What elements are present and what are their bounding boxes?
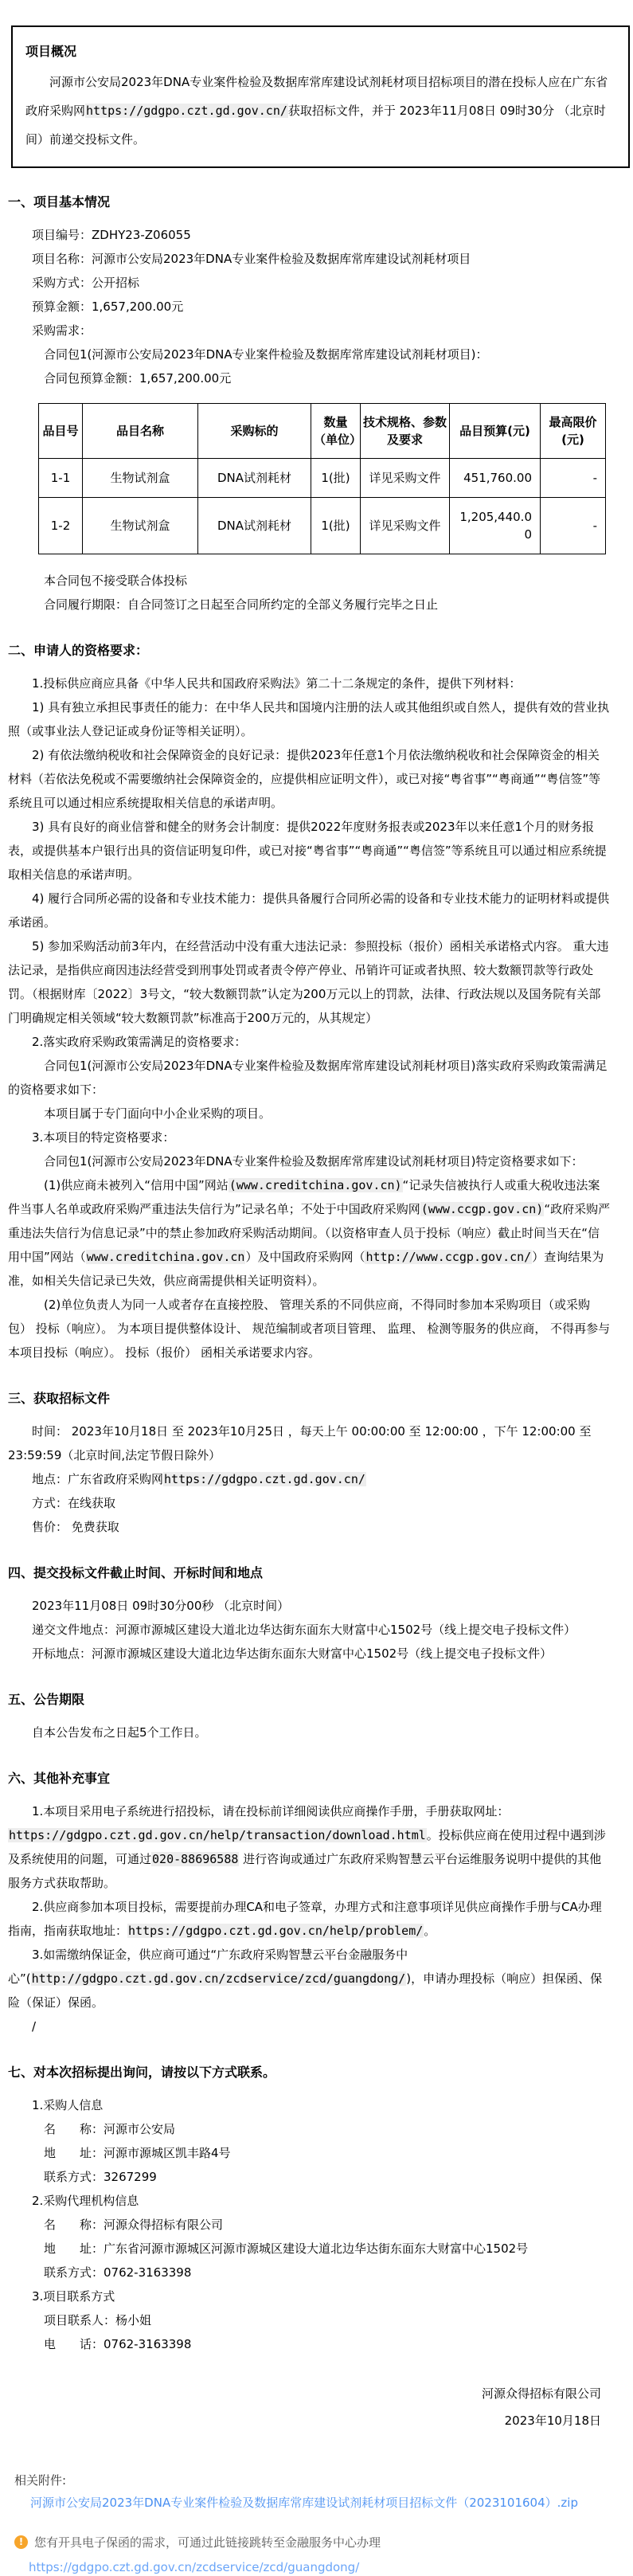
url-text: https://gdgpo.czt.gd.gov.cn/help/transaction/download.html	[9, 1828, 426, 1842]
purchaser-address: 地 址：河源市源城区凯丰路4号	[44, 2146, 231, 2160]
cell-specs: 详见采购文件	[361, 459, 450, 498]
contract-period: 合同履行期限：自合同签订之日起至合同所约定的全部义务履行完毕之日止	[44, 597, 439, 612]
paragraph: 2) 有依法缴纳税收和社会保障资金的良好记录：提供2023年任意1个月依法缴纳税收和社会保障资金的相关材料（若依法免税或不需要缴纳社会保障资金的，应提供相应证明文件），或已对接“粤省事”“粤商通”“粤信签”等系统且可以通过相应系统提取相关信息的承诺声明。	[8, 748, 601, 810]
announcement-document	[0, 25, 633, 2576]
cell-item-budget: 1,205,440.00	[450, 498, 541, 554]
attachment-file-link[interactable]: 河源市公安局2023年DNA专业案件检验及数据库常库建设试剂耗材项目招标文件（2023101604）.zip	[30, 2496, 578, 2510]
url-text: http://www.ccgp.gov.cn/	[365, 1250, 532, 1264]
financial-service-link[interactable]: https://gdgpo.czt.gd.gov.cn/zcdservice/zcd/guangdong/	[29, 2560, 360, 2574]
field-procurement-method: 采购方式：公开招标	[32, 276, 140, 290]
purchaser-name: 名 称：河源市公安局	[44, 2122, 176, 2136]
agency-address: 地 址：广东省河源市源城区河源市源城区建设大道北边华达街东面东大财富中心1502号	[44, 2241, 529, 2256]
text-segment: 2.供应商参加本项目投标，需要提前办理CA和电子签章，办理方式和注意事项详见供应商操作手册与CA办理指南，指南获取地址：	[8, 1900, 602, 1938]
col-max-price: 最高限价(元)	[541, 404, 606, 459]
paragraph: 1.投标供应商应具备《中华人民共和国政府采购法》第二十二条规定的条件，提供下列材料：	[32, 676, 522, 691]
section-heading-supplementary: 六、其他补充事宜	[8, 1771, 111, 1786]
cell-item-no: 1-1	[39, 459, 83, 498]
url-text: https://gdgpo.czt.gd.gov.cn/help/problem/	[128, 1924, 424, 1938]
paragraph: 3.本项目的特定资格要求：	[32, 1130, 175, 1145]
agency-contact: 联系方式：0762-3163398	[44, 2265, 192, 2280]
text-segment: 3.如需缴纳保证金，供应商可通过“广东政府采购智慧云平台金融服务中心”(	[8, 1948, 408, 1986]
field-project-name: 项目名称：河源市公安局2023年DNA专业案件检验及数据库常库建设试剂耗材项目	[32, 252, 471, 266]
paragraph: (2)单位负责人为同一人或者存在直接控股、 管理关系的不同供应商，不得同时参加本采购项目（或采购包） 投标（响应）。 为本项目提供整体设计、 规范编制或者项目管理、 监理、 检测等服务的供应商， 不得再参与本项目投标（响应）。 投标（报价） 函相关承诺要求内容。	[8, 1298, 611, 1360]
text-segment: ）查询结果为准，如相关失信记录已失效，供应商需提供相关证明资料）。	[8, 1250, 604, 1288]
table-row	[39, 459, 606, 498]
paragraph	[8, 1943, 611, 2014]
paragraph: 合同包1(河源市公安局2023年DNA专业案件检验及数据库常库建设试剂耗材项目)落实政府采购政策需满足的资格要求如下：	[8, 1059, 608, 1097]
section-heading-basic-info: 一、项目基本情况	[8, 194, 111, 209]
cell-max-price: -	[541, 459, 606, 498]
url-text: 020-88696588	[152, 1852, 239, 1866]
procurement-items-table	[38, 403, 606, 554]
purchaser-info-title: 1.采购人信息	[32, 2098, 104, 2112]
cell-specs: 详见采购文件	[361, 498, 450, 554]
text-segment: 。投标供应商在使用过程中遇到涉及系统使用的问题，可通过	[8, 1828, 606, 1866]
col-item-name: 品目名称	[83, 404, 198, 459]
col-specs: 技术规格、参数及要求	[361, 404, 450, 459]
overview-paragraph	[25, 68, 615, 154]
cell-item-name: 生物试剂盒	[83, 459, 198, 498]
section-heading-qualifications: 二、申请人的资格要求：	[8, 643, 149, 658]
section-heading-announcement-period: 五、公告期限	[8, 1692, 85, 1707]
submit-place: 递交文件地点：河源市源城区建设大道北边华达街东面东大财富中心1502号（线上提交电子投标文件）	[32, 1623, 576, 1637]
url-text: www.creditchina.gov.cn	[86, 1250, 245, 1264]
text-segment: ）及中国政府采购网（	[245, 1250, 365, 1264]
section-heading-obtain-documents: 三、获取招标文件	[8, 1391, 111, 1406]
text-segment: )，申请办理投标（响应）担保函、保险（保证）保函。	[8, 1971, 603, 2010]
paragraph: 合同包1(河源市公安局2023年DNA专业案件检验及数据库常库建设试剂耗材项目)特定资格要求如下：	[44, 1154, 584, 1169]
guarantee-notice	[8, 2533, 611, 2576]
notice-text: 您有开具电子保函的需求，可通过此链接跳转至金融服务中心办理	[34, 2535, 381, 2550]
paragraph: 1) 具有独立承担民事责任的能力：在中华人民共和国境内注册的法人或其他组织或自然人，提供有效的营业执照（或事业法人登记证或身份证等相关证明）。	[8, 700, 610, 738]
url-text: (www.creditchina.gov.cn)	[229, 1178, 402, 1192]
col-item-no: 品目号	[39, 404, 83, 459]
section-heading-deadline: 四、提交投标文件截止时间、开标时间和地点	[8, 1565, 264, 1580]
signature-date: 2023年10月18日	[504, 2414, 601, 2428]
field-project-number: 项目编号：ZDHY23-Z06055	[32, 228, 191, 242]
paragraph: 3) 具有良好的商业信誉和健全的财务会计制度：提供2022年度财务报表或2023年以来任意1个月的财务报表，或提供基本户银行出具的资信证明复印件，或已对接“粤省事”“粤商通”“粤信签”等系统且可以通过相应系统提取相关信息的承诺声明。	[8, 820, 607, 882]
package-note: 本合同包不接受联合体投标	[44, 574, 188, 588]
col-quantity: 数量（单位）	[311, 404, 361, 459]
url-text: https://gdgpo.czt.gd.gov.cn/	[86, 104, 287, 118]
attachments-label: 相关附件:	[14, 2473, 67, 2488]
signature-company: 河源众得招标有限公司	[481, 2386, 601, 2401]
project-contact-phone: 电 话：0762-3163398	[44, 2337, 192, 2351]
paragraph: /	[32, 2019, 37, 2034]
text-segment: 。	[424, 1924, 436, 1938]
text-segment: 河源市公安局2023年DNA专业案件检验及数据库常库建设试剂耗材项目招标项目的潜在投标人应在广东省政府采购网	[25, 75, 608, 118]
url-text: http://gdgpo.czt.gd.gov.cn/zcdservice/zcd/guangdong/	[31, 1971, 406, 1986]
paragraph: 5) 参加采购活动前3年内，在经营活动中没有重大违法记录：参照投标（报价）函相关承诺格式内容。 重大违法记录，是指供应商因违法经营受到刑事处罚或者责令停产停业、吊销许可证或者执照、较大数额罚款等行政处罚。（根据财库〔2022〕3号文，“较大数额罚款”认定为200万元以上的罚款，法律、行政法规以及国务院有关部门明确规定相关领域“较大数额罚款”标准高于200万元的，从其规定）	[8, 939, 609, 1025]
text-segment: (1)供应商未被列入“信用中国”网站	[44, 1178, 229, 1192]
paragraph: 2.落实政府采购政策需满足的资格要求：	[32, 1035, 247, 1049]
attachments-section	[8, 2471, 611, 2512]
announcement-period: 自本公告发布之日起5个工作日。	[32, 1725, 207, 1740]
paragraph	[8, 1895, 611, 1943]
package-line: 合同包1(河源市公安局2023年DNA专业案件检验及数据库常库建设试剂耗材项目)：	[44, 347, 488, 362]
cell-item-budget: 451,760.00	[450, 459, 541, 498]
text-segment: 地点：广东省政府采购网	[32, 1472, 164, 1486]
text-segment: “政府采购严重违法失信行为信息记录”中的禁止参加政府采购活动期间。（以资格审查人员于投标（响应）截止时间当天在“信用中国”网站（	[8, 1202, 611, 1264]
text-segment: 进行咨询或通过广东政府采购智慧云平台运维服务说明中提供的其他服务方式获取帮助。	[8, 1852, 602, 1890]
cell-quantity: 1(批)	[311, 498, 361, 554]
obtain-place	[8, 1467, 611, 1491]
paragraph: 4) 履行合同所必需的设备和专业技术能力：提供具备履行合同所必需的设备和专业技术能力的证明材料或提供承诺函。	[8, 891, 610, 930]
cell-item-name: 生物试剂盒	[83, 498, 198, 554]
warning-icon: !	[14, 2535, 28, 2549]
text-segment: 1.本项目采用电子系统进行招投标，请在投标前详细阅读供应商操作手册，手册获取网址：	[32, 1804, 510, 1818]
cell-item-no: 1-2	[39, 498, 83, 554]
obtain-time: 时间： 2023年10月18日 至 2023年10月25日 ，每天上午 00:00:00 至 12:00:00 ，下午 12:00:00 至 23:59:59（北京时间,法定节假日除外）	[8, 1424, 592, 1462]
paragraph	[8, 1799, 611, 1895]
section-heading-contact: 七、对本次招标提出询问，请按以下方式联系。	[8, 2065, 276, 2080]
project-overview-box	[11, 25, 630, 168]
cell-subject: DNA试剂耗材	[198, 498, 311, 554]
col-item-budget: 品目预算(元)	[450, 404, 541, 459]
overview-title: 项目概况	[25, 44, 77, 59]
agency-info-title: 2.采购代理机构信息	[32, 2194, 139, 2208]
deadline-datetime: 2023年11月08日 09时30分00秒 （北京时间）	[32, 1599, 290, 1613]
text-segment: “记录失信被执行人或重大税收违法案件当事人名单或政府采购严重违法失信行为”记录名单；不处于中国政府采购网	[8, 1178, 600, 1216]
obtain-method: 方式：在线获取	[32, 1496, 116, 1510]
col-subject: 采购标的	[198, 404, 311, 459]
signature-block	[8, 2380, 611, 2434]
open-place: 开标地点：河源市源城区建设大道北边华达街东面东大财富中心1502号（线上提交电子投标文件）	[32, 1646, 553, 1661]
purchaser-contact: 联系方式：3267299	[44, 2170, 157, 2184]
table-row	[39, 498, 606, 554]
project-contact-title: 3.项目联系方式	[32, 2289, 115, 2304]
cell-quantity: 1(批)	[311, 459, 361, 498]
obtain-price: 售价： 免费获取	[32, 1520, 119, 1534]
cell-max-price: -	[541, 498, 606, 554]
field-requirements-label: 采购需求：	[32, 323, 92, 338]
text-segment: 获取招标文件，并于 2023年11月08日 09时30分 （北京时间）前递交投标文件。	[25, 104, 606, 147]
package-budget: 合同包预算金额：1,657,200.00元	[44, 371, 232, 386]
url-text: (www.ccgp.gov.cn)	[420, 1202, 544, 1216]
table-header-row	[39, 404, 606, 459]
paragraph: 本项目属于专门面向中小企业采购的项目。	[44, 1106, 272, 1121]
field-budget: 预算金额：1,657,200.00元	[32, 299, 184, 314]
cell-subject: DNA试剂耗材	[198, 459, 311, 498]
url-text: https://gdgpo.czt.gd.gov.cn/	[164, 1472, 365, 1486]
project-contact-person: 项目联系人：杨小姐	[44, 2313, 152, 2327]
agency-name: 名 称：河源众得招标有限公司	[44, 2218, 224, 2232]
paragraph	[8, 1173, 611, 1293]
